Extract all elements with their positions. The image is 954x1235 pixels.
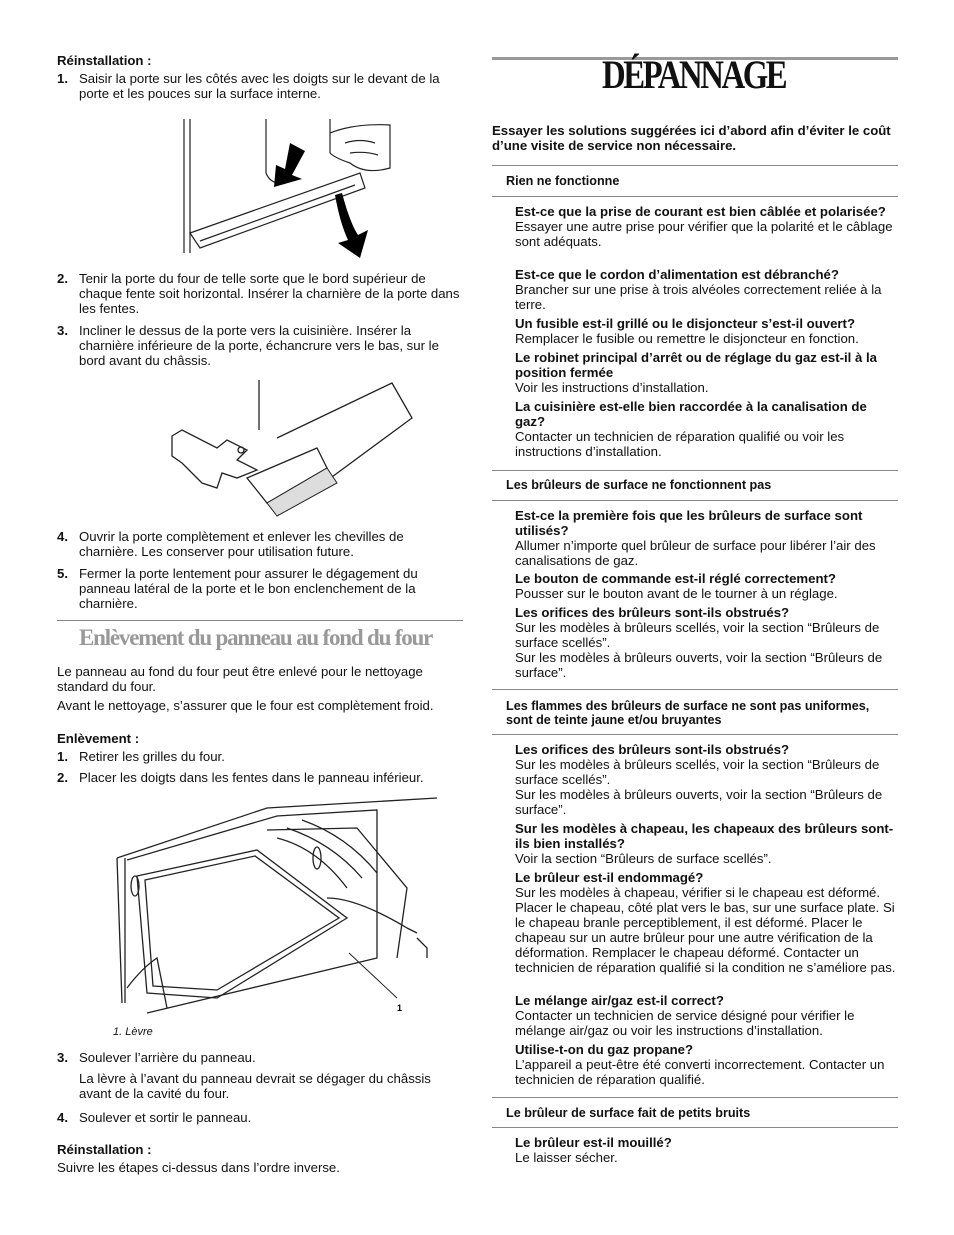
- answer: Sur les modèles à brûleurs scellés, voir la section “Brûleurs de surface scellés”. Sur les modèles à brûleurs ouverts, voir la section “Brûleurs de surface”.: [515, 757, 883, 817]
- question: Le brûleur est-il mouillé?: [515, 1135, 672, 1150]
- question: Est-ce la première fois que les brûleurs de surface sont utilisés?: [515, 508, 863, 538]
- callout-number: 1: [397, 1003, 403, 1013]
- reinstall-heading: Réinstallation :: [57, 53, 152, 68]
- section-rule: [492, 196, 898, 197]
- panel-paragraph-2: Avant le nettoyage, s’assurer que le four est complètement froid.: [57, 698, 434, 713]
- answer: L’appareil a peut-être été converti incorrectement. Contacter un technicien de réparation qualifié.: [515, 1057, 885, 1087]
- section-heading-3: [492, 699, 898, 727]
- question: Les orifices des brûleurs sont-ils obstrués?: [515, 742, 790, 757]
- answer: Pousser sur le bouton avant de le tourner à un réglage.: [515, 586, 838, 601]
- step-text: Ouvrir la porte complètement et enlever les chevilles de charnière. Les conserver pour utilisation future.: [79, 529, 404, 559]
- section-heading-text: Le brûleur de surface fait de petits bruits: [506, 1106, 751, 1120]
- figure-caption: 1. Lèvre: [113, 1026, 153, 1038]
- section-heading-1: [492, 174, 898, 188]
- answer: Voir les instructions d’installation.: [515, 380, 709, 395]
- question: La cuisinière est-elle bien raccordée à la canalisation de gaz?: [515, 399, 867, 429]
- section-divider: [57, 620, 463, 621]
- step-number: 3.: [57, 1050, 68, 1065]
- qa-item: [515, 1042, 900, 1087]
- question: Est-ce que la prise de courant est bien câblée et polarisée?: [515, 204, 886, 219]
- step-text: Retirer les grilles du four.: [79, 749, 225, 764]
- page-title: DÉPANNAGE: [602, 52, 786, 97]
- qa-item: [515, 821, 900, 866]
- section-rule: [492, 500, 898, 501]
- question: Le bouton de commande est-il réglé correctement?: [515, 571, 836, 586]
- answer: Sur les modèles à chapeau, vérifier si le chapeau est déformé. Placer le chapeau, côté plat vers le bas, sur une surface plate. Si le chapeau branle perceptiblement, il est déformé. Placer le chapeau sur un autre brûleur pour une autre vérification de la déformation. Remplacer le chapeau déformé. Contacter un technicien de réparation qualifié si la condition ne s’améliore pas.: [515, 885, 896, 975]
- step-text: Fermer la porte lentement pour assurer le dégagement du panneau latéral de la porte et le bon enclenchement de la charnière.: [79, 566, 418, 611]
- section-heading-4: [492, 1106, 898, 1120]
- step-text: Soulever et sortir le panneau.: [79, 1110, 252, 1125]
- qa-item: [515, 508, 900, 568]
- section-heading-text: Rien ne fonctionne: [506, 174, 620, 188]
- step-number: 3.: [57, 323, 68, 338]
- door-hold-illustration: [180, 113, 390, 263]
- qa-item: [515, 993, 900, 1038]
- answer: Voir la section “Brûleurs de surface scellés”.: [515, 851, 772, 866]
- section-rule: [492, 689, 898, 690]
- qa-item: [515, 1135, 900, 1165]
- answer: Contacter un technicien de réparation qualifié ou voir les instructions d’installation.: [515, 429, 845, 459]
- section-rule: [492, 1127, 898, 1128]
- question: Utilise-t-on du gaz propane?: [515, 1042, 694, 1057]
- step-number: 1.: [57, 749, 68, 764]
- step-text: Placer les doigts dans les fentes dans le panneau inférieur.: [79, 770, 424, 785]
- section-heading-2: [492, 478, 898, 492]
- reinstall-text: Suivre les étapes ci-dessus dans l’ordre inverse.: [57, 1160, 340, 1175]
- qa-item: [515, 870, 900, 975]
- question: Le mélange air/gaz est-il correct?: [515, 993, 724, 1008]
- question: Les orifices des brûleurs sont-ils obstrués?: [515, 605, 790, 620]
- step-number: 2.: [57, 271, 68, 286]
- section-heading-text: Les brûleurs de surface ne fonctionnent pas: [506, 478, 772, 492]
- qa-item: [515, 316, 900, 346]
- qa-item: [515, 742, 900, 817]
- qa-item: [515, 267, 900, 312]
- step-number: 4.: [57, 1110, 68, 1125]
- question: Sur les modèles à chapeau, les chapeaux des brûleurs sont-ils bien installés?: [515, 821, 894, 851]
- answer: Brancher sur une prise à trois alvéoles correctement reliée à la terre.: [515, 282, 882, 312]
- qa-item: [515, 204, 900, 249]
- reinstall-heading-2: Réinstallation :: [57, 1142, 152, 1157]
- step-number: 2.: [57, 770, 68, 785]
- removal-heading: Enlèvement :: [57, 731, 140, 746]
- section-rule: [492, 165, 898, 166]
- answer: Essayer une autre prise pour vérifier que la polarité et le câblage sont adéquats.: [515, 219, 893, 249]
- oven-panel-illustration: [117, 798, 417, 1018]
- question: Est-ce que le cordon d’alimentation est débranché?: [515, 267, 839, 282]
- section-rule: [492, 734, 898, 735]
- intro-text: Essayer les solutions suggérées ici d’abord afin d’éviter le coût d’une visite de service non nécessaire.: [492, 123, 891, 153]
- step-text: Soulever l’arrière du panneau.: [79, 1050, 256, 1065]
- panel-paragraph-1: Le panneau au fond du four peut être enlevé pour le nettoyage standard du four.: [57, 664, 423, 694]
- qa-item: [515, 571, 900, 601]
- step-text: Saisir la porte sur les côtés avec les doigts sur le devant de la porte et les pouces sur la surface interne.: [79, 71, 440, 101]
- step-text: Tenir la porte du four de telle sorte que le bord supérieur de chaque fente soit horizontal. Insérer la charnière de la porte dans les fentes.: [79, 271, 460, 316]
- step-number: 5.: [57, 566, 68, 581]
- section-rule: [492, 470, 898, 471]
- step-text: Incliner le dessus de la porte vers la cuisinière. Insérer la charnière inférieure de la porte, échancrure vers le bas, sur le bord avant du châssis.: [79, 323, 439, 368]
- qa-item: [515, 399, 900, 459]
- step-number: 4.: [57, 529, 68, 544]
- answer: Contacter un technicien de service désigné pour vérifier le mélange air/gaz ou voir les instructions d’installation.: [515, 1008, 855, 1038]
- answer: Allumer n’importe quel brûleur de surface pour libérer l’air des canalisations de gaz.: [515, 538, 876, 568]
- step-3-note: La lèvre à l’avant du panneau devrait se dégager du châssis avant de la cavité du four.: [79, 1071, 431, 1101]
- answer: Sur les modèles à brûleurs scellés, voir la section “Brûleurs de surface scellés”. Sur les modèles à brûleurs ouverts, voir la section “Brûleurs de surface”.: [515, 620, 883, 680]
- section-heading-text: Les flammes des brûleurs de surface ne sont pas uniformes, sont de teinte jaune et/ou bruyantes: [506, 699, 870, 727]
- answer: Remplacer le fusible ou remettre le disjoncteur en fonction.: [515, 331, 859, 346]
- answer: Le laisser sécher.: [515, 1150, 618, 1165]
- panel-section-title: Enlèvement du panneau au fond du four: [79, 625, 433, 650]
- qa-item: [515, 350, 900, 395]
- question: Le robinet principal d’arrêt ou de réglage du gaz est-il à la position fermée: [515, 350, 877, 380]
- hinge-illustration: [167, 378, 417, 518]
- question: Un fusible est-il grillé ou le disjoncteur s’est-il ouvert?: [515, 316, 856, 331]
- question: Le brûleur est-il endommagé?: [515, 870, 704, 885]
- section-rule: [492, 1097, 898, 1098]
- step-number: 1.: [57, 71, 68, 86]
- qa-item: [515, 605, 900, 680]
